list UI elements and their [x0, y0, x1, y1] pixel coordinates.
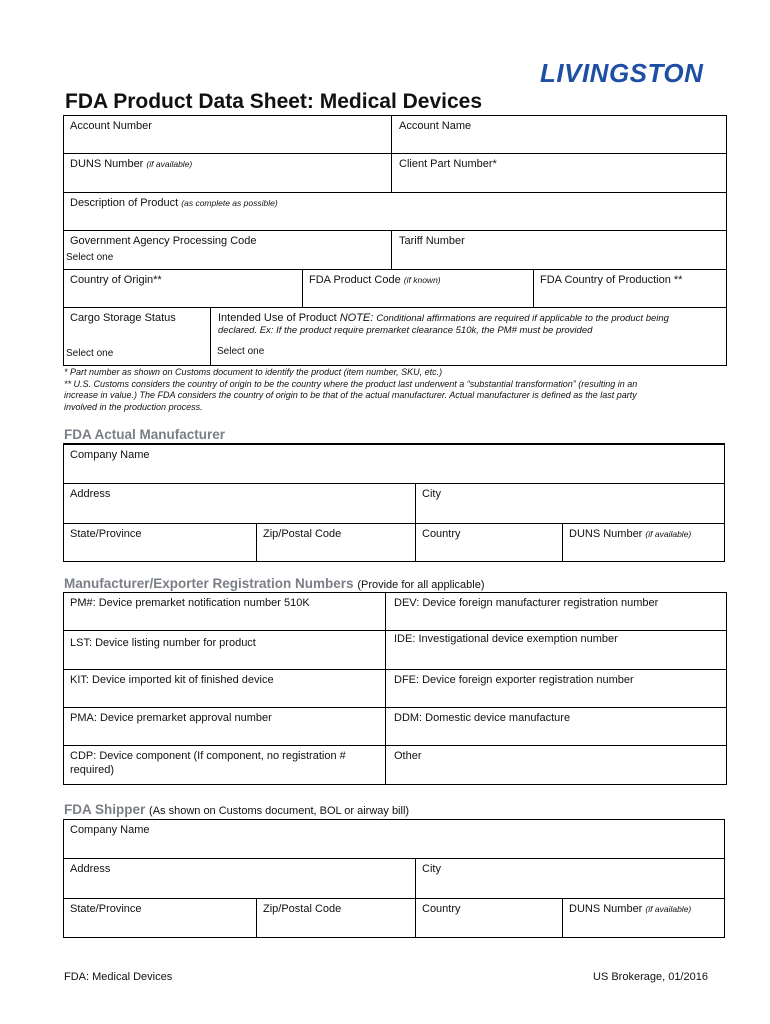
shp-company-name-field[interactable]	[64, 820, 724, 859]
footer-right: US Brokerage, 01/2016	[593, 971, 708, 983]
cargo-storage-label: Cargo Storage Status	[70, 312, 176, 324]
shp-city-label: City	[422, 863, 441, 875]
pm-field[interactable]	[64, 593, 386, 631]
gov-agency-select[interactable]: Select one	[66, 252, 114, 263]
gov-agency-field[interactable]	[64, 231, 392, 270]
duns-number-field[interactable]	[64, 154, 392, 193]
other-label: Other	[394, 750, 422, 762]
fda-product-code-field[interactable]	[303, 270, 534, 308]
other-field[interactable]	[386, 746, 726, 784]
fda-country-production-field[interactable]	[534, 270, 726, 308]
intended-use-field[interactable]	[211, 308, 726, 365]
shp-city-field[interactable]	[416, 859, 724, 899]
account-number-field[interactable]	[64, 116, 392, 154]
registration-heading: Manufacturer/Exporter Registration Numbers (Provide for all applicable)	[64, 576, 485, 591]
duns-number-label: DUNS Number (if available)	[70, 158, 193, 170]
tariff-number-label: Tariff Number	[399, 235, 465, 247]
shp-company-name-label: Company Name	[70, 824, 150, 836]
country-origin-field[interactable]	[64, 270, 303, 308]
mfr-city-label: City	[422, 488, 441, 500]
intended-use-select[interactable]: Select one	[217, 346, 265, 357]
ide-field[interactable]	[386, 631, 726, 670]
mfr-duns-label: DUNS Number (if available)	[569, 528, 692, 540]
shp-zip-field[interactable]	[257, 899, 416, 937]
footer-left: FDA: Medical Devices	[64, 971, 173, 983]
footnote-origin-3: involved in the production process.	[64, 401, 203, 412]
intended-use-label: Intended Use of Product NOTE: Conditional affirmations are required if applicable to the product being	[218, 312, 669, 324]
mfr-duns-field[interactable]	[563, 524, 724, 561]
footnote-part-number: * Part number as shown on Customs document to identify the product (item number, SKU, etc.)	[64, 367, 443, 377]
shp-duns-field[interactable]	[563, 899, 724, 937]
client-part-number-label: Client Part Number*	[399, 158, 497, 170]
manufacturer-section	[63, 444, 725, 562]
account-name-field[interactable]	[392, 116, 726, 154]
mfr-company-name-field[interactable]	[64, 445, 724, 484]
cdp-label: CDP: Device component (If component, no registration #	[70, 750, 346, 762]
mfr-address-field[interactable]	[64, 484, 416, 524]
mfr-zip-field[interactable]	[257, 524, 416, 561]
client-part-number-field[interactable]	[392, 154, 726, 193]
shp-country-label: Country	[422, 903, 461, 915]
registration-section	[63, 592, 727, 785]
mfr-company-name-label: Company Name	[70, 449, 150, 461]
shp-address-field[interactable]	[64, 859, 416, 899]
ddm-label: DDM: Domestic device manufacture	[394, 712, 571, 724]
pma-label: PMA: Device premarket approval number	[70, 712, 272, 724]
shp-country-field[interactable]	[416, 899, 563, 937]
livingston-logo: LIVINGSTON	[540, 58, 704, 88]
lst-label: LST: Device listing number for product	[70, 637, 256, 649]
ddm-field[interactable]	[386, 708, 726, 746]
mfr-country-label: Country	[422, 528, 461, 540]
fda-product-code-label: FDA Product Code (if known)	[309, 274, 441, 286]
gov-agency-label: Government Agency Processing Code	[70, 235, 257, 247]
tariff-number-field[interactable]	[392, 231, 726, 270]
country-origin-label: Country of Origin**	[70, 274, 162, 286]
footnotes	[64, 367, 714, 413]
shipper-heading: FDA Shipper (As shown on Customs document, BOL or airway bill)	[64, 802, 410, 817]
cargo-storage-select[interactable]: Select one	[66, 348, 114, 359]
pm-label: PM#: Device premarket notification number 510K	[70, 597, 310, 609]
product-info-section	[63, 115, 727, 366]
intended-use-note: declared. Ex: If the product require premarket clearance 510k, the PM# must be provided	[218, 325, 593, 336]
ide-label: IDE: Investigational device exemption number	[394, 633, 618, 645]
kit-label: KIT: Device imported kit of finished device	[70, 674, 274, 686]
shp-state-label: State/Province	[70, 903, 142, 915]
page-title: FDA Product Data Sheet: Medical Devices	[65, 90, 483, 113]
cargo-storage-field[interactable]	[64, 308, 211, 365]
shipper-section	[63, 819, 725, 938]
mfr-city-field[interactable]	[416, 484, 724, 524]
kit-field[interactable]	[64, 670, 386, 708]
description-label: Description of Product (as complete as possible)	[70, 197, 278, 209]
mfr-state-field[interactable]	[64, 524, 257, 561]
dev-label: DEV: Device foreign manufacturer registration number	[394, 597, 659, 609]
shp-state-field[interactable]	[64, 899, 257, 937]
cdp-field[interactable]	[64, 746, 386, 784]
mfr-zip-label: Zip/Postal Code	[263, 528, 342, 540]
dfe-label: DFE: Device foreign exporter registration number	[394, 674, 634, 686]
footnote-origin-2: increase in value.) The FDA considers the country of origin to be that of the actual manufacturer. Actual manufacturer is defined as the last party	[64, 390, 637, 400]
manufacturer-heading: FDA Actual Manufacturer	[64, 427, 226, 442]
footnote-origin-1: ** U.S. Customs considers the country of origin to be the country where the product last underwent a “substantial transformation” (resulting in an	[64, 378, 638, 389]
mfr-country-field[interactable]	[416, 524, 563, 561]
shp-address-label: Address	[70, 863, 111, 875]
dfe-field[interactable]	[386, 670, 726, 708]
dev-field[interactable]	[386, 593, 726, 631]
account-number-label: Account Number	[70, 120, 152, 132]
description-field[interactable]	[64, 193, 726, 231]
pma-field[interactable]	[64, 708, 386, 746]
mfr-state-label: State/Province	[70, 528, 142, 540]
cdp-label-2: required)	[70, 764, 115, 776]
account-name-label: Account Name	[399, 120, 472, 132]
mfr-address-label: Address	[70, 488, 111, 500]
shp-zip-label: Zip/Postal Code	[263, 903, 342, 915]
shp-duns-label: DUNS Number (if available)	[569, 903, 692, 915]
fda-country-production-label: FDA Country of Production **	[540, 274, 683, 286]
lst-field[interactable]	[64, 631, 386, 670]
